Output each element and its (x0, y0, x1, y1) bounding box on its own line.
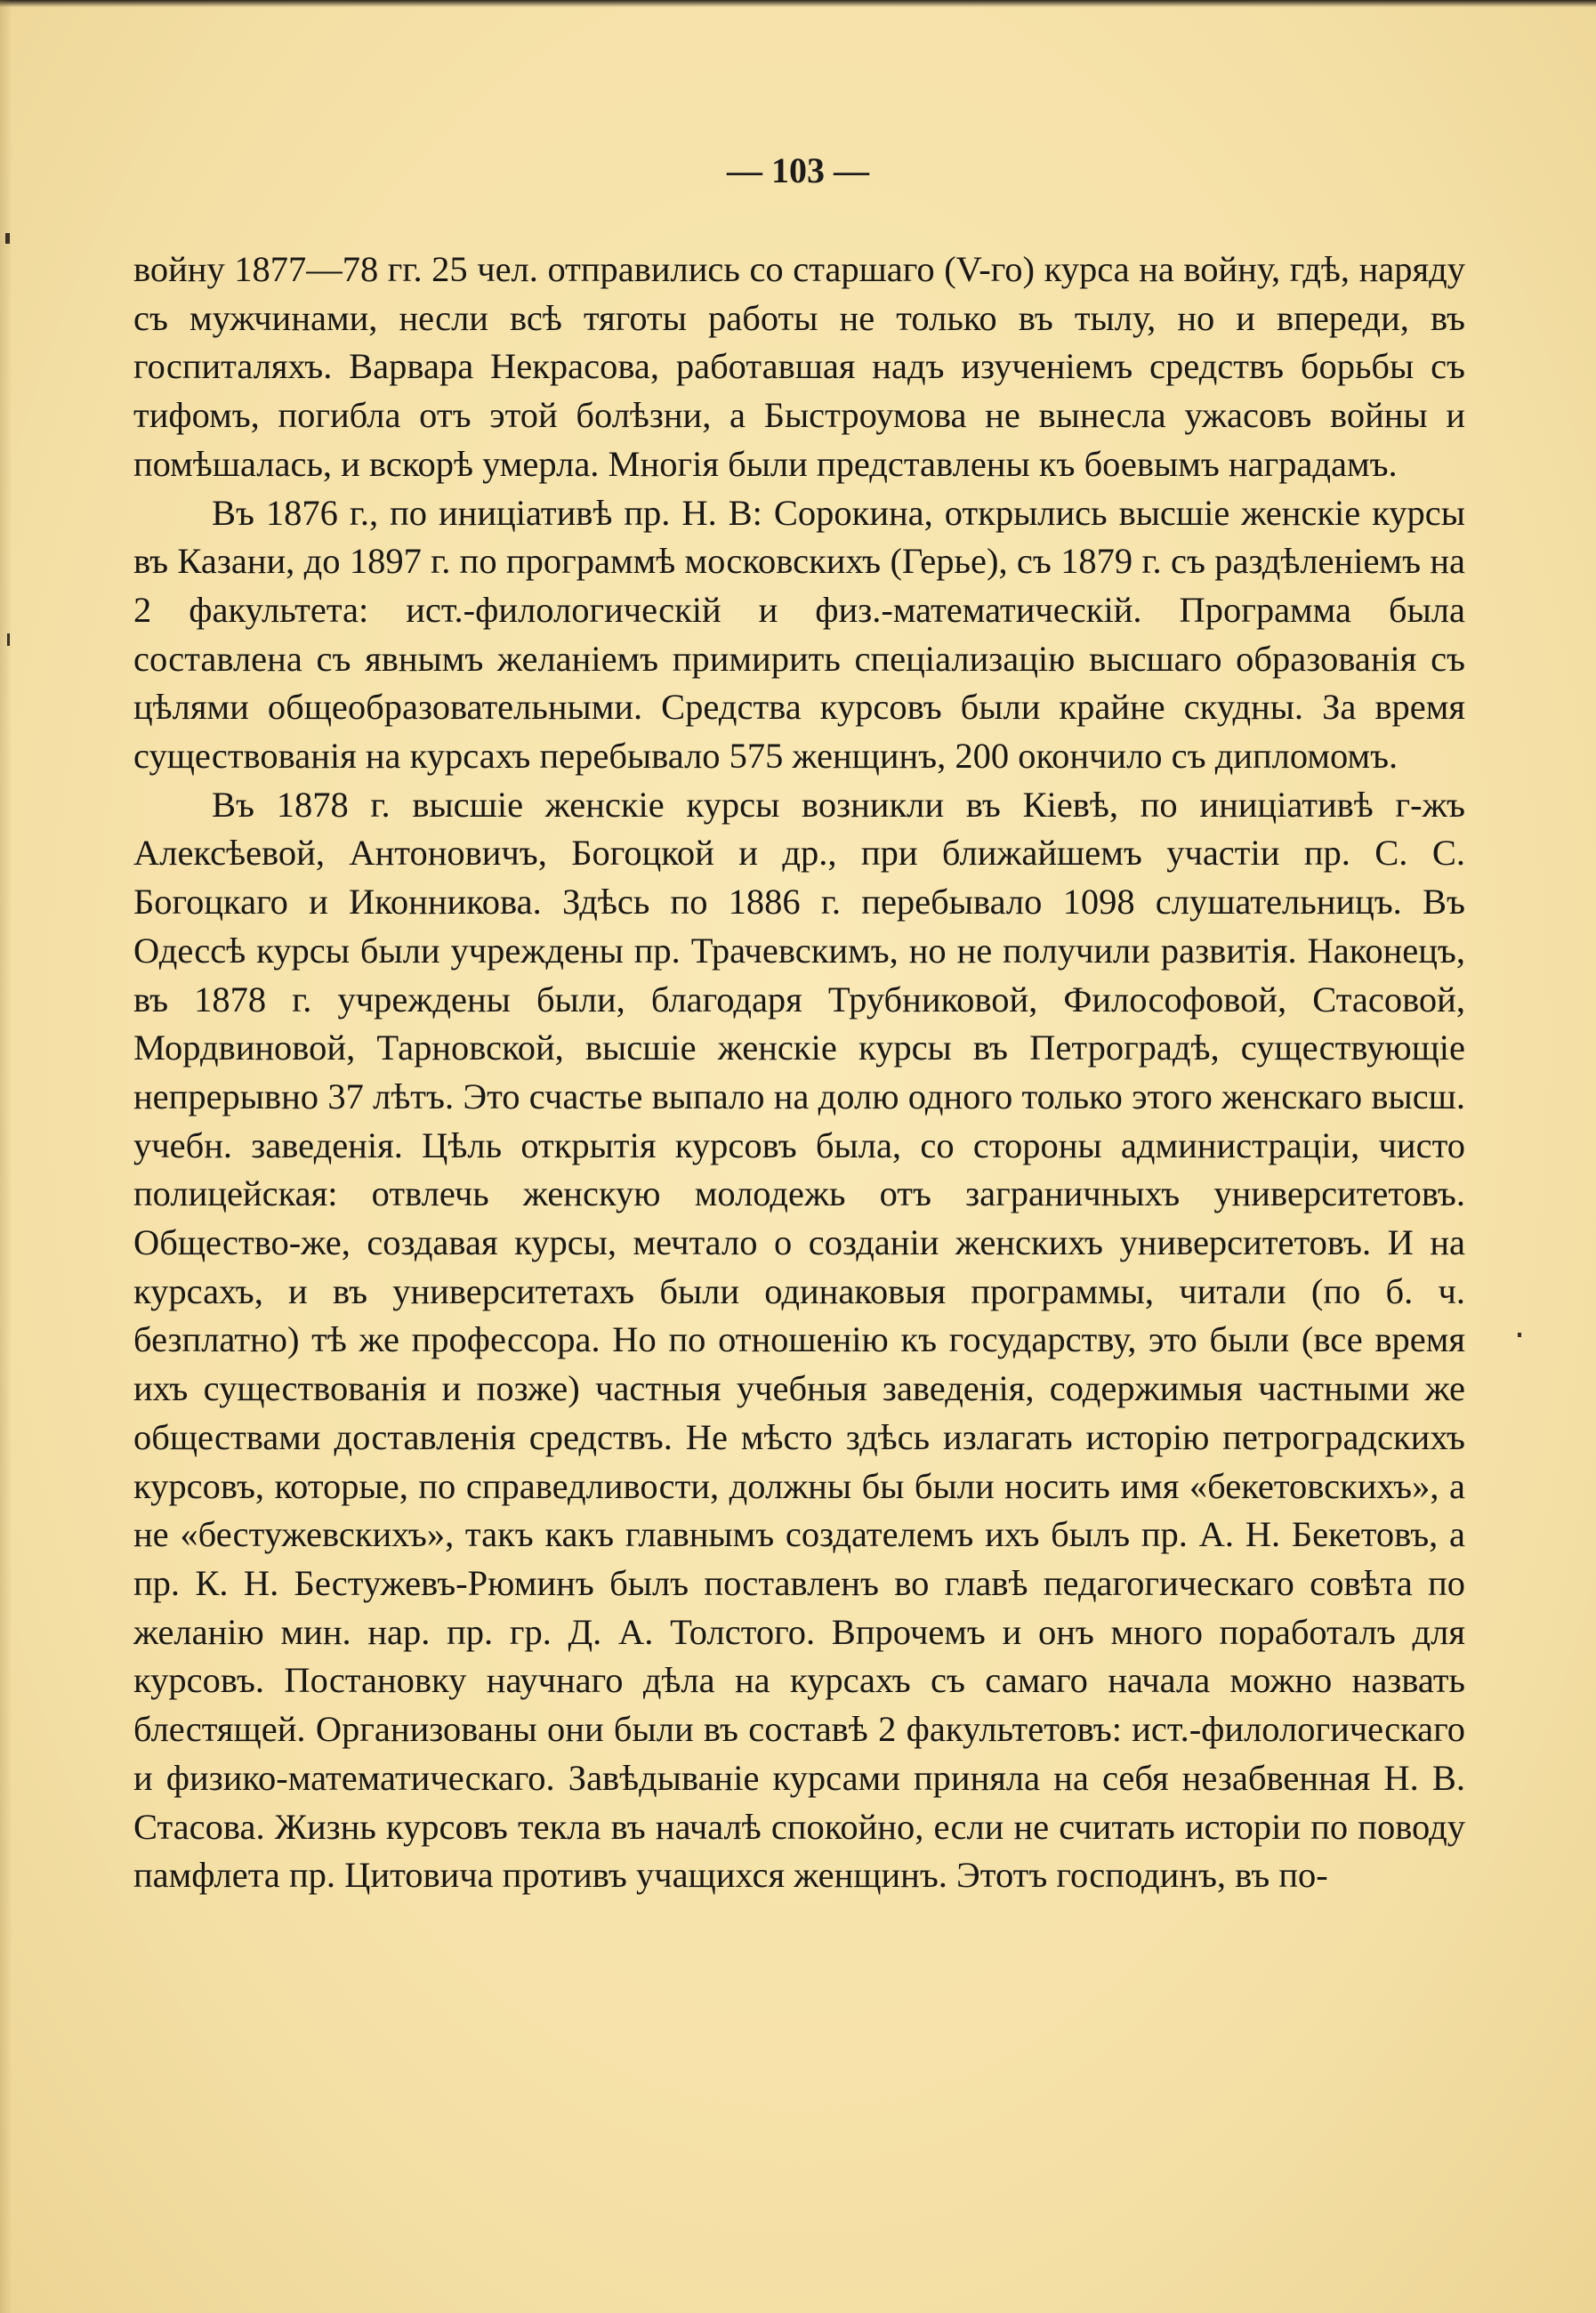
body-text (133, 246, 1465, 1900)
page-left-shadow (0, 0, 12, 2313)
page-top-edge (0, 0, 1596, 7)
margin-ink-mark (5, 233, 10, 244)
margin-ink-mark (7, 633, 10, 646)
paragraph-continuation: войну 1877—78 гг. 25 чел. отправились со старшаго (V-го) курса на войну, гдѣ, наряду съ мужчинами, несли всѣ тяготы работы не только въ тылу, но и впереди, въ госпиталяхъ. Варвара Некрасова, работавшая надъ изученіемъ средствъ борьбы съ тифомъ, погибла отъ этой болѣзни, а Быстроумова не вынесла ужасовъ войны и помѣшалась, и вскорѣ умерла. Многія были представлены къ боевымъ наградамъ. (133, 249, 1465, 484)
paragraph-kiev-petrograd-courses: Въ 1878 г. высшіе женскіе курсы возникли въ Кіевѣ, по иниціативѣ г-жъ Алексѣевой, Антоновичъ, Богоцкой и др., при ближайшемъ участіи пр. С. С. Богоцкаго и Иконникова. Здѣсь по 1886 г. перебывало 1098 слушательницъ. Въ Одессѣ курсы были учреждены пр. Трачевскимъ, но не получили развитія. Наконецъ, въ 1878 г. учреждены были, благодаря Трубниковой, Философовой, Стасовой, Мордвиновой, Тарновской, высшіе женскіе курсы въ Петроградѣ, существующіе непрерывно 37 лѣтъ. Это счастье выпало на долю одного только этого женскаго высш. учебн. заведенія. Цѣль открытія курсовъ была, со стороны администраціи, чисто полицейская: отвлечь женскую молодежь отъ заграничныхъ университетовъ. Общество-же, создавая курсы, мечтало о созданіи женскихъ университетовъ. И на курсахъ, и въ университетахъ были одинаковыя программы, читали (по б. ч. безплатно) тѣ же профессора. Но по отношенію къ государству, это были (все время ихъ существованія и позже) частныя учебныя заведенія, содержимыя частными же обществами доставленія средствъ. Не мѣсто здѣсь излагать исторію петроградскихъ курсовъ, которые, по справедливости, должны бы были носить имя «бекетовскихъ», а не «бестужевскихъ», такъ какъ главнымъ создателемъ ихъ былъ пр. А. Н. Бекетовъ, а пр. К. Н. Бестужевъ-Рюминъ былъ поставленъ во главѣ педагогическаго совѣта по желанію мин. нар. пр. гр. Д. А. Толстого. Впрочемъ и онъ много поработалъ для курсовъ. Постановку научнаго дѣла на курсахъ съ самаго начала можно назвать блестящей. Организованы они были въ составѣ 2 факультетовъ: ист.-филологическаго и физико-математическаго. Завѣдываніе курсами приняла на себя незабвенная Н. В. Стасова. Жизнь курсовъ текла въ началѣ спокойно, если не считать исторіи по поводу памфлета пр. Цитовича противъ учащихся женщинъ. Этотъ господинъ, въ по- (133, 784, 1465, 1896)
page-number: — 103 — (727, 150, 869, 190)
paragraph-kazan-courses: Въ 1876 г., по иниціативѣ пр. Н. В: Сорокина, открылись высшіе женскіе курсы въ Казани, до 1897 г. по программѣ московскихъ (Герье), съ 1879 г. съ раздѣленіемъ на 2 факультета: ист.-филологическій и физ.-математическій. Программа была составлена съ явнымъ желаніемъ примирить спеціализацію высшаго образованія съ цѣлями общеобразовательными. Средства курсовъ были крайне скудны. За время существованія на курсахъ перебывало 575 женщинъ, 200 окончило съ дипломомъ. (133, 492, 1465, 777)
margin-ink-mark (1518, 1333, 1521, 1337)
